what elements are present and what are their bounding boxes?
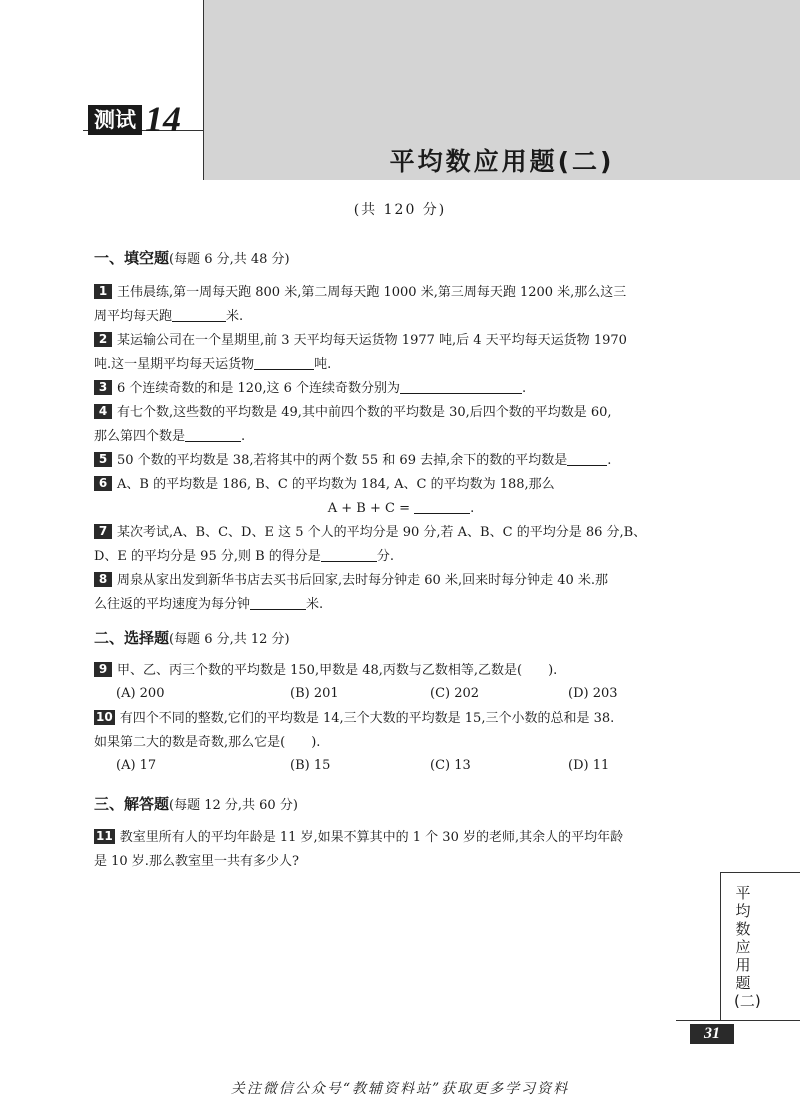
page-number: 31: [690, 1024, 734, 1044]
question-text: 那么第四个数是: [94, 429, 186, 444]
question-text: 有七个数,这些数的平均数是 49,其中前四个数的平均数是 30,后四个数的平均数是 60,: [117, 405, 612, 420]
question-number: 11: [96, 829, 113, 843]
answer-blank[interactable]: [567, 451, 607, 466]
question-text: 周平均每天跑: [94, 309, 173, 324]
answer-blank[interactable]: [321, 547, 377, 562]
badge-label: 测试: [88, 105, 142, 135]
question-text: 吨.: [314, 357, 332, 372]
question-text: 分.: [376, 549, 394, 564]
answer-blank[interactable]: [172, 307, 226, 322]
badge-number: 14: [145, 99, 181, 139]
question-number: 9: [94, 662, 112, 677]
question-text: 有四个不同的整数,它们的平均数是 14,三个大数的平均数是 15,三个小数的总和是 38.: [119, 711, 615, 726]
question-text: .: [241, 429, 246, 444]
page-subtitle: (共 120 分): [353, 202, 447, 218]
question-9: [94, 659, 708, 683]
question-number: 3: [94, 380, 112, 395]
question-text: 米.: [306, 597, 324, 612]
option-b[interactable]: (B) 201: [290, 686, 339, 701]
test-badge: [88, 99, 181, 139]
question-number: 10: [96, 710, 113, 724]
question-number: 5: [94, 452, 112, 467]
option-a[interactable]: (A) 17: [116, 758, 157, 773]
footer-note: 关注微信公众号“教辅资料站”获取更多学习资料: [230, 1081, 570, 1097]
section-problem-solving: [94, 793, 298, 814]
section-title: 三、解答题: [94, 795, 170, 813]
question-7: [94, 521, 708, 569]
answer-blank[interactable]: [254, 355, 314, 370]
question-number: 1: [94, 284, 112, 299]
page-title: 平均数应用题(二): [389, 147, 615, 176]
answer-blank[interactable]: [414, 499, 470, 514]
question-text: 某次考试,A、B、C、D、E 这 5 个人的平均分是 90 分,若 A、B、C 的平均分是 86 分,B、: [117, 525, 647, 540]
question-text: 么往返的平均速度为每分钟: [94, 597, 251, 612]
section-note: (每题 12 分,共 60 分): [169, 798, 298, 813]
question-11: [94, 826, 708, 874]
section-title: 二、选择题: [94, 629, 170, 647]
section-title: 一、填空题: [94, 249, 170, 267]
question-text: 甲、乙、丙三个数的平均数是 150,甲数是 48,丙数与乙数相等,乙数是( ).: [117, 663, 558, 678]
question-text: 某运输公司在一个星期里,前 3 天平均每天运货物 1977 吨,后 4 天平均每天运货物 1970: [117, 333, 627, 348]
option-a[interactable]: (A) 200: [116, 686, 165, 701]
question-text: .: [470, 501, 475, 516]
question-text: 如果第二大的数是奇数,那么它是( ).: [94, 735, 321, 750]
page-number-rule: [676, 1020, 800, 1021]
question-number: 8: [94, 572, 112, 587]
question-text: .: [522, 381, 527, 396]
section-multiple-choice: [94, 627, 290, 648]
question-text: 吨.这一星期平均每天运货物: [94, 357, 255, 372]
question-10: [94, 707, 708, 755]
question-5: [94, 449, 708, 473]
question-text: 王伟晨练,第一周每天跑 800 米,第二周每天跑 1000 米,第三周每天跑 1200 米,那么这三: [117, 285, 627, 300]
answer-blank[interactable]: [400, 379, 522, 394]
question-text: 50 个数的平均数是 38,若将其中的两个数 55 和 69 去掉,余下的数的平均数是: [117, 453, 568, 468]
question-text: 米.: [226, 309, 244, 324]
section-fill-blank: [94, 247, 290, 268]
side-tab-label: 平均数应用题(二): [734, 884, 761, 1010]
question-2: [94, 329, 708, 377]
question-text: 教室里所有人的平均年龄是 11 岁,如果不算其中的 1 个 30 岁的老师,其余人的平均年龄: [119, 830, 624, 845]
option-c[interactable]: (C) 202: [430, 686, 480, 701]
question-number: 6: [94, 476, 112, 491]
equation-text: A + B + C =: [327, 501, 410, 516]
question-6: [94, 473, 708, 521]
question-1: [94, 281, 708, 329]
option-b[interactable]: (B) 15: [290, 758, 331, 773]
answer-blank[interactable]: [185, 427, 241, 442]
answer-blank[interactable]: [250, 595, 306, 610]
option-d[interactable]: (D) 11: [568, 758, 610, 773]
question-10-options: [116, 756, 609, 776]
question-text: 是 10 岁.那么教室里一共有多少人?: [94, 854, 299, 869]
question-8: [94, 569, 708, 617]
question-4: [94, 401, 708, 449]
question-number: 2: [94, 332, 112, 347]
question-9-options: [116, 684, 618, 704]
question-text: 周泉从家出发到新华书店去买书后回家,去时每分钟走 60 米,回来时每分钟走 40 米.那: [117, 573, 609, 588]
section-note: (每题 6 分,共 12 分): [169, 632, 290, 647]
option-c[interactable]: (C) 13: [430, 758, 471, 773]
question-3: [94, 377, 708, 401]
question-number: 4: [94, 404, 112, 419]
question-text: D、E 的平均分是 95 分,则 B 的得分是: [94, 549, 321, 564]
question-text: A、B 的平均数是 186, B、C 的平均数为 184, A、C 的平均数为 188,那么: [117, 477, 555, 492]
question-number: 7: [94, 524, 112, 539]
question-text: .: [607, 453, 612, 468]
section-note: (每题 6 分,共 48 分): [169, 252, 290, 267]
option-d[interactable]: (D) 203: [568, 686, 618, 701]
question-text: 6 个连续奇数的和是 120,这 6 个连续奇数分别为: [117, 381, 401, 396]
